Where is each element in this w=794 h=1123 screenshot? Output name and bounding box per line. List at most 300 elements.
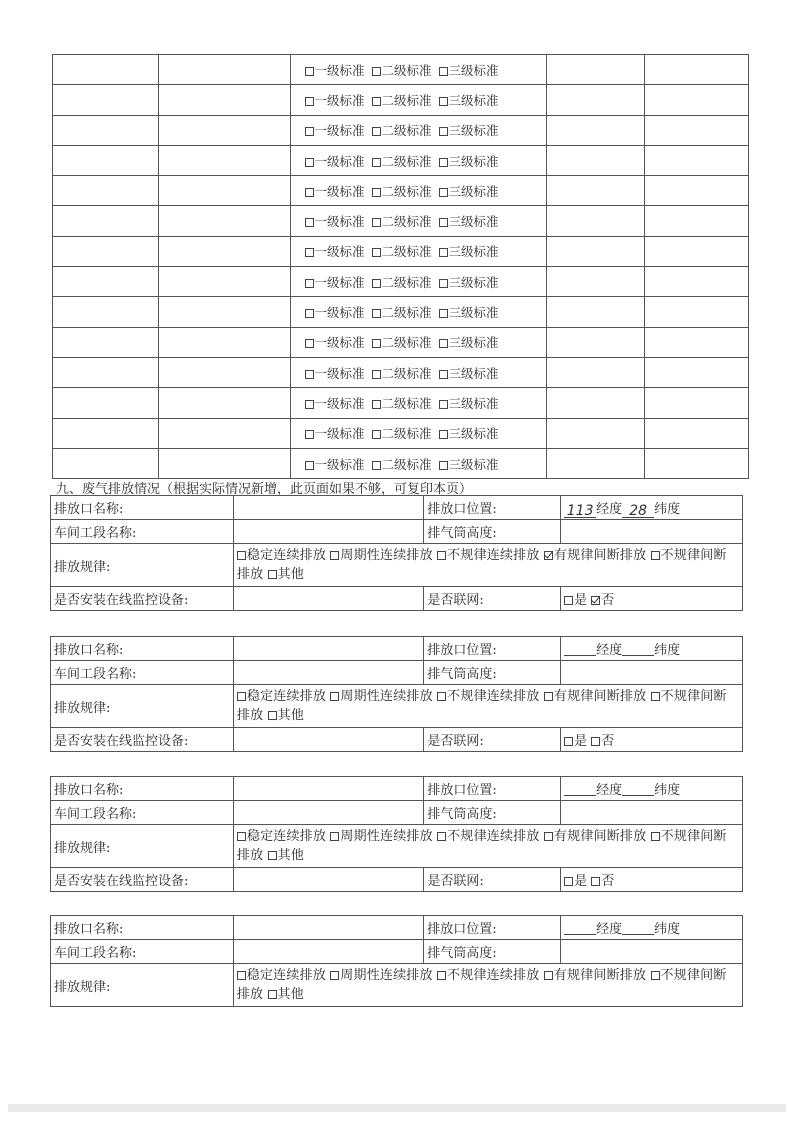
standard-option-label: 三级标准 bbox=[448, 305, 499, 321]
rule-checkbox[interactable] bbox=[544, 692, 553, 701]
standard-level-cell bbox=[290, 236, 547, 266]
discharge-rule-options bbox=[233, 685, 742, 728]
standard-option-label: 一级标准 bbox=[314, 214, 365, 230]
standard-checkbox[interactable] bbox=[305, 339, 314, 348]
longitude-value[interactable]: 113 bbox=[564, 503, 596, 518]
latitude-label: 纬度 bbox=[654, 783, 681, 798]
outlet-name-label: 排放口名称: bbox=[51, 777, 234, 801]
table-row bbox=[53, 115, 749, 145]
standard-option-label: 二级标准 bbox=[381, 244, 432, 260]
table-cell[interactable] bbox=[547, 115, 645, 145]
table-cell[interactable] bbox=[645, 115, 749, 145]
table-row bbox=[51, 728, 743, 752]
rule-checkbox[interactable] bbox=[330, 832, 339, 841]
table-row bbox=[53, 297, 749, 327]
rule-checkbox[interactable] bbox=[437, 832, 446, 841]
standard-option-label: 一级标准 bbox=[314, 62, 365, 78]
rule-option-label: 周期性连续排放 bbox=[340, 829, 433, 844]
standard-checkbox[interactable] bbox=[439, 248, 448, 257]
no-checkbox[interactable] bbox=[591, 596, 600, 605]
table-cell[interactable] bbox=[645, 448, 749, 478]
outlet-name-label: 排放口名称: bbox=[51, 637, 234, 661]
standard-option-label: 一级标准 bbox=[314, 274, 365, 290]
emission-block-1 bbox=[50, 495, 743, 611]
outlet-name-field[interactable] bbox=[233, 496, 423, 520]
table-cell[interactable] bbox=[158, 448, 290, 478]
table-cell[interactable] bbox=[53, 206, 159, 236]
table-cell[interactable] bbox=[53, 115, 159, 145]
table-cell[interactable] bbox=[53, 55, 159, 85]
rule-option-label: 有规律间断排放 bbox=[553, 548, 647, 563]
standard-option-label: 二级标准 bbox=[381, 395, 432, 411]
standard-checkbox[interactable] bbox=[372, 67, 381, 76]
outlet-position-label: 排放口位置: bbox=[424, 777, 561, 801]
table-cell[interactable] bbox=[547, 297, 645, 327]
rule-checkbox[interactable] bbox=[330, 692, 339, 701]
standard-option-label: 三级标准 bbox=[448, 92, 499, 108]
table-cell[interactable] bbox=[158, 327, 290, 357]
yes-checkbox[interactable] bbox=[564, 596, 573, 605]
rule-checkbox[interactable] bbox=[544, 832, 553, 841]
rule-option-label: 有规律间断排放 bbox=[553, 968, 647, 983]
standard-checkbox[interactable] bbox=[439, 188, 448, 197]
rule-checkbox[interactable] bbox=[268, 711, 277, 720]
rule-option-label: 有规律间断排放 bbox=[553, 829, 647, 844]
table-cell[interactable] bbox=[547, 267, 645, 297]
table-row bbox=[53, 55, 749, 85]
stack-height-field[interactable] bbox=[561, 520, 743, 544]
standard-checkbox[interactable] bbox=[372, 218, 381, 227]
standard-option-label: 一级标准 bbox=[314, 365, 365, 381]
standard-checkbox[interactable] bbox=[439, 127, 448, 136]
standard-checkbox[interactable] bbox=[305, 430, 314, 439]
monitor-field[interactable] bbox=[233, 728, 423, 752]
standard-checkbox[interactable] bbox=[372, 400, 381, 409]
stack-height-label: 排气筒高度: bbox=[424, 801, 561, 825]
standard-checkbox[interactable] bbox=[372, 127, 381, 136]
standard-checkbox[interactable] bbox=[305, 370, 314, 379]
table-cell[interactable] bbox=[547, 388, 645, 418]
table-row bbox=[51, 964, 743, 1007]
discharge-rule-label: 排放规律: bbox=[51, 825, 234, 868]
table-cell[interactable] bbox=[158, 388, 290, 418]
emission-block-4 bbox=[50, 915, 743, 1007]
standard-option-label: 一级标准 bbox=[314, 305, 365, 321]
standard-checkbox[interactable] bbox=[439, 158, 448, 167]
standard-checkbox[interactable] bbox=[372, 158, 381, 167]
table-row bbox=[51, 868, 743, 892]
standard-option-label: 二级标准 bbox=[381, 92, 432, 108]
table-cell[interactable] bbox=[547, 145, 645, 175]
rule-checkbox[interactable] bbox=[237, 832, 246, 841]
table-cell[interactable] bbox=[645, 206, 749, 236]
table-cell[interactable] bbox=[53, 297, 159, 327]
table-cell[interactable] bbox=[158, 55, 290, 85]
rule-option-label: 不规律间断排放 bbox=[236, 968, 727, 1002]
rule-option-label: 稳定连续排放 bbox=[246, 689, 327, 704]
table-cell[interactable] bbox=[158, 115, 290, 145]
standard-option-label: 三级标准 bbox=[448, 274, 499, 290]
rule-checkbox[interactable] bbox=[651, 832, 660, 841]
table-row bbox=[51, 940, 743, 964]
outlet-position-label: 排放口位置: bbox=[424, 916, 561, 940]
table-cell[interactable] bbox=[547, 357, 645, 387]
standard-level-cell bbox=[290, 448, 547, 478]
standard-level-cell bbox=[290, 55, 547, 85]
rule-option-label: 稳定连续排放 bbox=[246, 829, 327, 844]
outlet-position-field bbox=[561, 777, 743, 801]
table-cell[interactable] bbox=[645, 297, 749, 327]
stack-height-field[interactable] bbox=[561, 661, 743, 685]
workshop-field[interactable] bbox=[233, 940, 424, 964]
monitor-label: 是否安装在线监控设备: bbox=[51, 587, 234, 611]
standard-option-label: 一级标准 bbox=[314, 335, 365, 351]
discharge-rule-options bbox=[233, 544, 742, 587]
yes-label: 是 bbox=[574, 734, 588, 749]
table-cell[interactable] bbox=[53, 176, 159, 206]
longitude-label: 经度 bbox=[596, 501, 623, 517]
rule-option-label: 其他 bbox=[277, 987, 304, 1002]
rule-option-label: 不规律连续排放 bbox=[447, 689, 540, 704]
table-row bbox=[51, 587, 743, 611]
table-row bbox=[53, 176, 749, 206]
standard-option-label: 一级标准 bbox=[314, 153, 365, 169]
rule-checkbox[interactable] bbox=[437, 692, 446, 701]
table-cell[interactable] bbox=[53, 85, 159, 115]
table-cell[interactable] bbox=[158, 297, 290, 327]
longitude-label: 经度 bbox=[596, 922, 623, 937]
rule-checkbox[interactable] bbox=[437, 971, 446, 980]
rule-checkbox[interactable] bbox=[237, 551, 246, 560]
standard-checkbox[interactable] bbox=[439, 279, 448, 288]
table-cell[interactable] bbox=[53, 388, 159, 418]
table-cell[interactable] bbox=[645, 176, 749, 206]
longitude-value[interactable] bbox=[564, 641, 596, 656]
standard-option-label: 二级标准 bbox=[381, 335, 432, 351]
table-row bbox=[53, 267, 749, 297]
networked-label: 是否联网: bbox=[424, 728, 561, 752]
standard-checkbox[interactable] bbox=[372, 370, 381, 379]
table-cell[interactable] bbox=[645, 236, 749, 266]
table-row bbox=[51, 801, 743, 825]
longitude-label: 经度 bbox=[596, 643, 623, 658]
standard-checkbox[interactable] bbox=[305, 400, 314, 409]
standard-checkbox[interactable] bbox=[305, 127, 314, 136]
workshop-field[interactable] bbox=[233, 801, 423, 825]
workshop-label: 车间工段名称: bbox=[51, 661, 234, 685]
networked-field bbox=[561, 728, 743, 752]
rule-option-label: 周期性连续排放 bbox=[340, 689, 433, 704]
standard-option-label: 三级标准 bbox=[448, 395, 499, 411]
longitude-label: 经度 bbox=[596, 783, 623, 798]
outlet-name-label: 排放口名称: bbox=[51, 496, 234, 520]
table-cell[interactable] bbox=[53, 145, 159, 175]
emission-block-2 bbox=[50, 636, 743, 752]
discharge-rule-options bbox=[233, 964, 742, 1007]
networked-label: 是否联网: bbox=[424, 868, 561, 892]
table-cell[interactable] bbox=[158, 236, 290, 266]
table-cell[interactable] bbox=[158, 176, 290, 206]
table-row bbox=[51, 661, 743, 685]
table-row bbox=[51, 637, 743, 661]
table-row bbox=[53, 206, 749, 236]
standard-option-label: 一级标准 bbox=[314, 183, 365, 199]
table-cell[interactable] bbox=[547, 448, 645, 478]
table-cell[interactable] bbox=[158, 267, 290, 297]
rule-option-label: 不规律连续排放 bbox=[447, 829, 540, 844]
monitor-label: 是否安装在线监控设备: bbox=[51, 868, 234, 892]
table-row bbox=[51, 825, 743, 868]
rule-checkbox[interactable] bbox=[651, 971, 660, 980]
standard-checkbox[interactable] bbox=[372, 97, 381, 106]
standard-checkbox[interactable] bbox=[305, 158, 314, 167]
standard-option-label: 三级标准 bbox=[448, 456, 499, 472]
longitude-value[interactable] bbox=[564, 781, 596, 796]
table-cell[interactable] bbox=[645, 388, 749, 418]
table-row bbox=[53, 418, 749, 448]
table-row bbox=[53, 145, 749, 175]
standard-checkbox[interactable] bbox=[439, 339, 448, 348]
monitor-field[interactable] bbox=[233, 587, 423, 611]
standard-checkbox[interactable] bbox=[305, 97, 314, 106]
standard-checkbox[interactable] bbox=[372, 461, 381, 470]
rule-option-label: 其他 bbox=[277, 848, 305, 863]
table-cell[interactable] bbox=[645, 85, 749, 115]
standard-level-cell bbox=[290, 388, 547, 418]
no-label: 否 bbox=[601, 734, 615, 749]
discharge-rule-label: 排放规律: bbox=[51, 685, 234, 728]
workshop-label: 车间工段名称: bbox=[51, 520, 234, 544]
standard-checkbox[interactable] bbox=[305, 218, 314, 227]
table-cell[interactable] bbox=[547, 418, 645, 448]
latitude-value[interactable]: 28 bbox=[622, 503, 654, 518]
stack-height-field[interactable] bbox=[561, 801, 743, 825]
rule-checkbox[interactable] bbox=[437, 551, 446, 560]
standard-checkbox[interactable] bbox=[372, 339, 381, 348]
rule-checkbox[interactable] bbox=[237, 971, 246, 980]
standard-option-label: 一级标准 bbox=[314, 92, 365, 108]
discharge-rule-label: 排放规律: bbox=[51, 544, 234, 587]
standard-checkbox[interactable] bbox=[305, 248, 314, 257]
rule-checkbox[interactable] bbox=[544, 551, 553, 560]
yes-checkbox[interactable] bbox=[564, 877, 573, 886]
table-row bbox=[51, 496, 743, 520]
no-label: 否 bbox=[601, 874, 615, 889]
workshop-label: 车间工段名称: bbox=[51, 940, 234, 964]
standard-level-cell bbox=[290, 267, 547, 297]
standard-option-label: 二级标准 bbox=[381, 214, 432, 230]
standard-option-label: 三级标准 bbox=[448, 365, 499, 381]
table-cell[interactable] bbox=[645, 418, 749, 448]
monitor-field[interactable] bbox=[233, 868, 423, 892]
networked-field bbox=[561, 868, 743, 892]
table-cell[interactable] bbox=[53, 418, 159, 448]
stack-height-label: 排气筒高度: bbox=[424, 940, 561, 964]
outlet-position-label: 排放口位置: bbox=[424, 496, 561, 520]
standard-checkbox[interactable] bbox=[305, 67, 314, 76]
rule-option-label: 周期性连续排放 bbox=[340, 548, 433, 563]
standard-option-label: 一级标准 bbox=[314, 456, 365, 472]
rule-checkbox[interactable] bbox=[651, 692, 660, 701]
latitude-value[interactable] bbox=[622, 920, 654, 935]
standard-option-label: 一级标准 bbox=[314, 123, 365, 139]
networked-label: 是否联网: bbox=[424, 587, 561, 611]
table-cell[interactable] bbox=[53, 236, 159, 266]
table-cell[interactable] bbox=[645, 55, 749, 85]
discharge-rule-label: 排放规律: bbox=[51, 964, 234, 1007]
stack-height-field[interactable] bbox=[561, 940, 743, 964]
standard-level-cell bbox=[290, 327, 547, 357]
standard-level-cell bbox=[290, 85, 547, 115]
table-row bbox=[53, 388, 749, 418]
workshop-field[interactable] bbox=[233, 661, 423, 685]
table-cell[interactable] bbox=[547, 327, 645, 357]
workshop-label: 车间工段名称: bbox=[51, 801, 234, 825]
table-cell[interactable] bbox=[158, 357, 290, 387]
standard-checkbox[interactable] bbox=[439, 400, 448, 409]
standard-level-cell bbox=[290, 357, 547, 387]
standard-option-label: 二级标准 bbox=[381, 274, 432, 290]
networked-field bbox=[561, 587, 743, 611]
table-cell[interactable] bbox=[53, 327, 159, 357]
rule-checkbox[interactable] bbox=[268, 570, 277, 579]
standard-option-label: 二级标准 bbox=[381, 456, 432, 472]
outlet-name-field[interactable] bbox=[233, 777, 423, 801]
rule-option-label: 不规律连续排放 bbox=[447, 968, 540, 983]
standard-option-label: 二级标准 bbox=[381, 365, 432, 381]
rule-checkbox[interactable] bbox=[651, 551, 660, 560]
scan-edge bbox=[8, 1104, 786, 1112]
standard-checkbox[interactable] bbox=[372, 309, 381, 318]
rule-option-label: 不规律连续排放 bbox=[447, 548, 540, 563]
rule-option-label: 不规律间断排放 bbox=[236, 829, 727, 863]
standard-checkbox[interactable] bbox=[439, 309, 448, 318]
outlet-position-field bbox=[561, 916, 743, 940]
latitude-value[interactable] bbox=[622, 641, 654, 656]
no-checkbox[interactable] bbox=[591, 877, 600, 886]
standard-checkbox[interactable] bbox=[372, 248, 381, 257]
section-title: 九、废气排放情况（根据实际情况新增，此页面如果不够，可复印本页） bbox=[56, 482, 473, 497]
standard-checkbox[interactable] bbox=[439, 370, 448, 379]
emission-block-3 bbox=[50, 776, 743, 892]
rule-option-label: 周期性连续排放 bbox=[340, 968, 433, 983]
standard-option-label: 一级标准 bbox=[314, 426, 365, 442]
rule-option-label: 不规律间断排放 bbox=[236, 548, 727, 582]
latitude-value[interactable] bbox=[622, 781, 654, 796]
standard-option-label: 一级标准 bbox=[314, 244, 365, 260]
latitude-label: 纬度 bbox=[654, 501, 681, 517]
standard-level-cell bbox=[290, 115, 547, 145]
standard-checkbox[interactable] bbox=[439, 67, 448, 76]
table-cell[interactable] bbox=[645, 145, 749, 175]
standard-option-label: 三级标准 bbox=[448, 123, 499, 139]
table-cell[interactable] bbox=[547, 236, 645, 266]
standard-checkbox[interactable] bbox=[439, 461, 448, 470]
rule-option-label: 稳定连续排放 bbox=[246, 548, 327, 563]
outlet-name-field[interactable] bbox=[233, 916, 424, 940]
rule-option-label: 其他 bbox=[277, 567, 305, 582]
monitor-label: 是否安装在线监控设备: bbox=[51, 728, 234, 752]
standard-option-label: 三级标准 bbox=[448, 183, 499, 199]
standard-option-label: 二级标准 bbox=[381, 305, 432, 321]
table-row bbox=[51, 916, 743, 940]
table-cell[interactable] bbox=[158, 145, 290, 175]
rule-checkbox[interactable] bbox=[330, 551, 339, 560]
standard-level-cell bbox=[290, 176, 547, 206]
standard-checkbox[interactable] bbox=[305, 188, 314, 197]
standard-option-label: 二级标准 bbox=[381, 183, 432, 199]
standard-option-label: 一级标准 bbox=[314, 395, 365, 411]
standard-option-label: 三级标准 bbox=[448, 426, 499, 442]
outlet-position-field bbox=[561, 496, 743, 520]
standard-level-cell bbox=[290, 145, 547, 175]
standard-option-label: 二级标准 bbox=[381, 62, 432, 78]
outlet-name-field[interactable] bbox=[233, 637, 423, 661]
workshop-field[interactable] bbox=[233, 520, 423, 544]
discharge-rule-options bbox=[233, 825, 742, 868]
standard-checkbox[interactable] bbox=[372, 188, 381, 197]
table-cell[interactable] bbox=[53, 267, 159, 297]
latitude-label: 纬度 bbox=[654, 643, 681, 658]
standard-option-label: 三级标准 bbox=[448, 214, 499, 230]
rule-checkbox[interactable] bbox=[330, 971, 339, 980]
table-cell[interactable] bbox=[547, 85, 645, 115]
rule-option-label: 其他 bbox=[277, 708, 305, 723]
table-cell[interactable] bbox=[547, 176, 645, 206]
table-row bbox=[53, 236, 749, 266]
standard-checkbox[interactable] bbox=[439, 97, 448, 106]
rule-checkbox[interactable] bbox=[544, 971, 553, 980]
table-cell[interactable] bbox=[547, 206, 645, 236]
standard-checkbox[interactable] bbox=[439, 430, 448, 439]
no-checkbox[interactable] bbox=[591, 737, 600, 746]
outlet-position-label: 排放口位置: bbox=[424, 637, 561, 661]
standard-option-label: 三级标准 bbox=[448, 153, 499, 169]
standard-level-cell bbox=[290, 297, 547, 327]
table-cell[interactable] bbox=[645, 327, 749, 357]
table-cell[interactable] bbox=[158, 206, 290, 236]
table-cell[interactable] bbox=[645, 267, 749, 297]
table-cell[interactable] bbox=[645, 357, 749, 387]
table-cell[interactable] bbox=[53, 357, 159, 387]
standard-option-label: 二级标准 bbox=[381, 123, 432, 139]
table-cell[interactable] bbox=[158, 85, 290, 115]
table-row bbox=[51, 777, 743, 801]
no-label: 否 bbox=[601, 593, 615, 608]
standard-checkbox[interactable] bbox=[305, 309, 314, 318]
rule-checkbox[interactable] bbox=[237, 692, 246, 701]
table-cell[interactable] bbox=[547, 55, 645, 85]
table-cell[interactable] bbox=[158, 418, 290, 448]
standard-checkbox[interactable] bbox=[439, 218, 448, 227]
longitude-value[interactable] bbox=[564, 920, 596, 935]
table-cell[interactable] bbox=[53, 448, 159, 478]
standard-level-cell bbox=[290, 206, 547, 236]
standard-checkbox[interactable] bbox=[305, 279, 314, 288]
standard-checkbox[interactable] bbox=[372, 279, 381, 288]
rule-option-label: 稳定连续排放 bbox=[246, 968, 326, 983]
yes-label: 是 bbox=[574, 593, 588, 608]
yes-label: 是 bbox=[574, 874, 588, 889]
standard-option-label: 二级标准 bbox=[381, 426, 432, 442]
rule-checkbox[interactable] bbox=[268, 990, 277, 999]
standard-checkbox[interactable] bbox=[305, 461, 314, 470]
stack-height-label: 排气筒高度: bbox=[424, 661, 561, 685]
standard-checkbox[interactable] bbox=[372, 430, 381, 439]
yes-checkbox[interactable] bbox=[564, 737, 573, 746]
rule-checkbox[interactable] bbox=[268, 851, 277, 860]
standard-option-label: 三级标准 bbox=[448, 335, 499, 351]
